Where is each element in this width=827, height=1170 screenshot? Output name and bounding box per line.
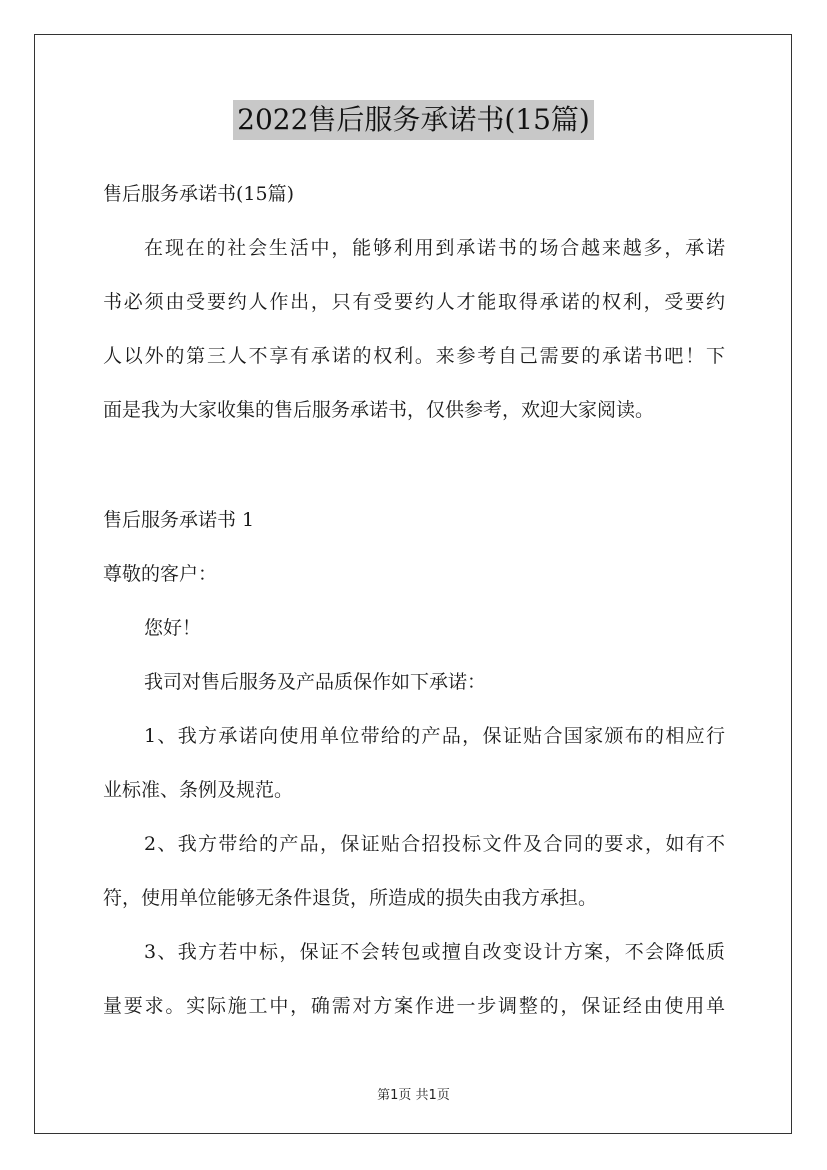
item-1-line-1: 1、我方承诺向使用单位带给的产品，保证贴合国家颁布的相应行 [144,725,725,747]
section-heading: 售后服务承诺书 1 [103,509,255,531]
item-2-line-1: 2、我方带给的产品，保证贴合招投标文件及合同的要求，如有不 [144,833,725,855]
item-3-line-1: 3、我方若中标，保证不会转包或擅自改变设计方案，不会降低质 [144,941,725,963]
title-wrap [0,100,827,140]
subtitle: 售后服务承诺书(15篇) [103,183,295,205]
commitment-statement: 我司对售后服务及产品质保作如下承诺： [144,671,487,693]
intro-line-3: 人以外的第三人不享有承诺的权利。来参考自己需要的承诺书吧！下 [103,345,725,367]
intro-line-1: 在现在的社会生活中，能够利用到承诺书的场合越来越多，承诺 [144,237,725,259]
salutation: 尊敬的客户： [103,563,218,585]
item-2-line-2: 符，使用单位能够无条件退货，所造成的损失由我方承担。 [103,887,598,909]
item-1-line-2: 业标准、条例及规范。 [103,779,294,801]
document-title: 2022售后服务承诺书(15篇) [233,100,594,140]
item-3-line-2: 量要求。实际施工中，确需对方案作进一步调整的，保证经由使用单 [103,995,725,1017]
page-number: 第1页 共1页 [377,1088,450,1103]
intro-line-4: 面是我为大家收集的售后服务承诺书，仅供参考，欢迎大家阅读。 [103,399,655,421]
intro-line-2: 书必须由受要约人作出，只有受要约人才能取得承诺的权利，受要约 [103,291,725,313]
greeting: 您好！ [144,617,202,639]
